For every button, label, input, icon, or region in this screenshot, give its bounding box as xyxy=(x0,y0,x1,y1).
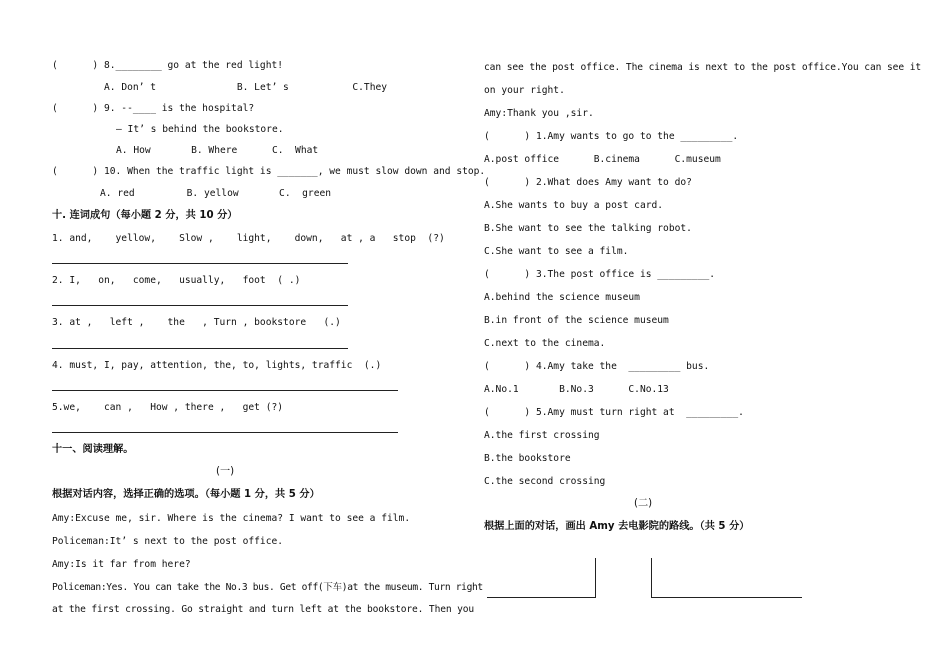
reading-question-2-option-b: B.She want to see the talking robot. xyxy=(484,223,692,234)
reading-question-5: ( ) 5.Amy must turn right at _________. xyxy=(484,407,744,418)
reading-question-2: ( ) 2.What does Amy want to do? xyxy=(484,177,692,188)
answer-line-4 xyxy=(52,390,398,391)
question-9-answer: — It’ s behind the bookstore. xyxy=(116,124,284,135)
reading-question-5-option-a: A.the first crossing xyxy=(484,430,600,441)
reading-question-2-option-c: C.She want to see a film. xyxy=(484,246,629,257)
answer-line-2 xyxy=(52,305,348,306)
route-road-left xyxy=(487,597,595,598)
reading-question-4: ( ) 4.Amy take the _________ bus. xyxy=(484,361,710,372)
reading-question-4-options: A.No.1 B.No.3 C.No.13 xyxy=(484,384,669,395)
sentence-1: 1. and, yellow, Slow , light, down, at , a stop (?) xyxy=(52,233,445,244)
answer-line-3 xyxy=(52,348,348,349)
reading-question-5-option-c: C.the second crossing xyxy=(484,476,606,487)
section-11-title: 十一、阅读理解。 xyxy=(52,444,134,455)
reading-question-3-option-b: B.in front of the science museum xyxy=(484,315,669,326)
route-road-right xyxy=(651,597,802,598)
question-8: ( ) 8.________ go at the red light! xyxy=(52,60,284,71)
dialog-line-1: Amy:Excuse me, sir. Where is the cinema? I want to see a film. xyxy=(52,513,411,524)
question-9-options: A. How B. Where C. What xyxy=(116,145,319,156)
route-road-right-vertical xyxy=(651,558,652,598)
dialog-line-5: at the first crossing. Go straight and turn left at the bookstore. Then you xyxy=(52,604,474,615)
section-10-title: 十. 连词成句（每小题 2 分，共 10 分） xyxy=(52,210,238,221)
reading-question-2-option-a: A.She wants to buy a post card. xyxy=(484,200,664,211)
sentence-2: 2. I, on, come, usually, foot ( .) xyxy=(52,275,301,286)
dialog-line-7: on your right. xyxy=(484,85,565,96)
reading-instruction-1: 根据对话内容，选择正确的选项。（每小题 1 分，共 5 分） xyxy=(52,489,320,500)
reading-question-1-options: A.post office B.cinema C.museum xyxy=(484,154,721,165)
route-road-left-vertical xyxy=(595,558,596,598)
part-2-label: (二) xyxy=(634,498,653,509)
dialog-line-6: can see the post office. The cinema is next to the post office.You can see it xyxy=(484,62,922,73)
question-9: ( ) 9. --____ is the hospital? xyxy=(52,103,255,114)
reading-instruction-2: 根据上面的对话，画出 Amy 去电影院的路线。（共 5 分） xyxy=(484,521,750,532)
reading-question-3: ( ) 3.The post office is _________. xyxy=(484,269,716,280)
reading-question-3-option-c: C.next to the cinema. xyxy=(484,338,606,349)
answer-line-5 xyxy=(52,432,398,433)
question-10: ( ) 10. When the traffic light is _______, we must slow down and stop. xyxy=(52,166,486,177)
answer-line-1 xyxy=(52,263,348,264)
reading-question-3-option-a: A.behind the science museum xyxy=(484,292,640,303)
part-1-label: (一) xyxy=(216,466,235,477)
sentence-5: 5.we, can , How , there , get (?) xyxy=(52,402,284,413)
question-10-options: A. red B. yellow C. green xyxy=(100,188,332,199)
dialog-line-4: Policeman:Yes. You can take the No.3 bus. Get off(下车)at the museum. Turn right xyxy=(52,582,483,593)
question-8-options: A. Don’ t B. Let’ s C.They xyxy=(104,82,388,93)
dialog-line-8: Amy:Thank you ,sir. xyxy=(484,108,594,119)
reading-question-1: ( ) 1.Amy wants to go to the _________. xyxy=(484,131,739,142)
reading-question-5-option-b: B.the bookstore xyxy=(484,453,571,464)
dialog-line-3: Amy:Is it far from here? xyxy=(52,559,191,570)
dialog-line-2: Policeman:It’ s next to the post office. xyxy=(52,536,284,547)
sentence-3: 3. at , left , the , Turn , bookstore (.) xyxy=(52,317,341,328)
sentence-4: 4. must, I, pay, attention, the, to, lights, traffic (.) xyxy=(52,360,382,371)
